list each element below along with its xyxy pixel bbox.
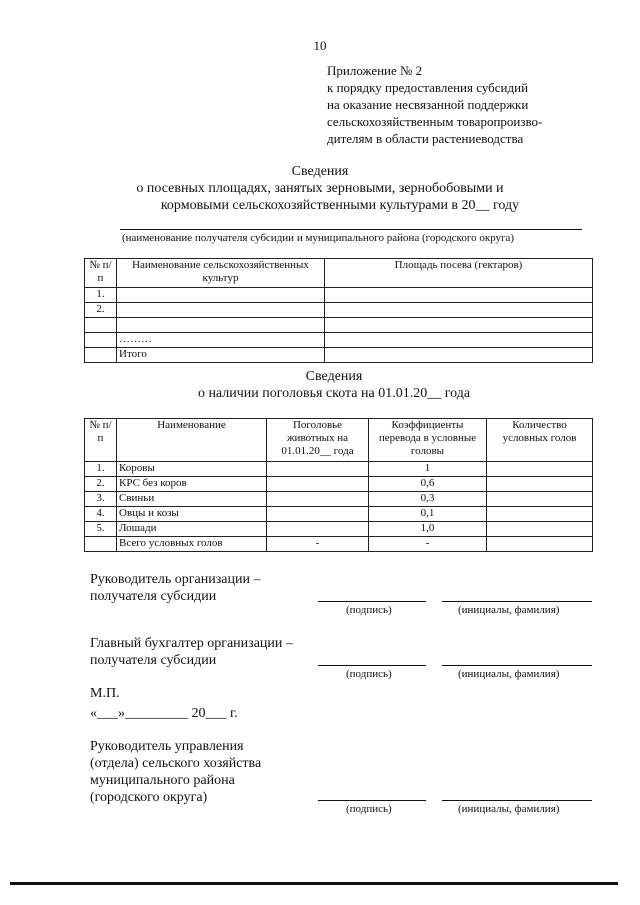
table-row xyxy=(85,288,593,303)
signature-caption: (подпись) xyxy=(346,604,392,616)
section1-subtitle-line1: о посевных площадях, занятых зерновыми, зернобобовыми и xyxy=(136,181,504,196)
name-caption: (инициалы, фамилия) xyxy=(458,604,560,616)
row-number: 5. xyxy=(85,522,117,537)
row-number: 2. xyxy=(85,303,117,318)
table-row xyxy=(85,522,593,537)
table-row xyxy=(85,507,593,522)
row-headcount xyxy=(267,462,369,477)
accountant-line1: Главный бухгалтер организации – xyxy=(90,636,293,651)
name-line xyxy=(442,601,592,602)
row-conditional-heads xyxy=(487,537,593,552)
recipient-caption: (наименование получателя субсидии и муниципального района (городского округа) xyxy=(122,232,515,244)
row-crop xyxy=(117,303,325,318)
row-headcount xyxy=(267,492,369,507)
header-number: № п/п xyxy=(85,259,117,288)
row-name: Свиньи xyxy=(117,492,267,507)
row-coefficient: - xyxy=(369,537,487,552)
table-row xyxy=(85,462,593,477)
row-name: Овцы и козы xyxy=(117,507,267,522)
row-number xyxy=(85,348,117,363)
table-row xyxy=(85,492,593,507)
date-line: «___»_________ 20___ г. xyxy=(90,706,238,721)
row-coefficient: 0,6 xyxy=(369,477,487,492)
row-coefficient: 1,0 xyxy=(369,522,487,537)
department-line4: (городского округа) xyxy=(90,790,208,805)
appendix-line: сельскохозяйственным товаропроизво- xyxy=(327,114,543,129)
row-area xyxy=(325,303,593,318)
department-line3: муниципального района xyxy=(90,773,235,788)
table-header-row xyxy=(85,259,593,288)
table-total-row xyxy=(85,537,593,552)
row-name: Лошади xyxy=(117,522,267,537)
bottom-rule xyxy=(10,882,618,885)
row-headcount xyxy=(267,477,369,492)
table-row xyxy=(85,303,593,318)
row-number xyxy=(85,537,117,552)
name-caption: (инициалы, фамилия) xyxy=(458,668,560,680)
row-number: 2. xyxy=(85,477,117,492)
row-name: Всего условных голов xyxy=(117,537,267,552)
row-headcount xyxy=(267,507,369,522)
signature-line xyxy=(318,665,426,666)
section1-title: Сведения xyxy=(291,164,349,179)
name-caption: (инициалы, фамилия) xyxy=(458,803,560,815)
accountant-line2: получателя субсидии xyxy=(90,653,217,668)
header-crop-name: Наименование сельскохозяйственных культур xyxy=(117,259,325,288)
row-area xyxy=(325,348,593,363)
table-row xyxy=(85,477,593,492)
signature-line xyxy=(318,800,426,801)
section2-title: Сведения xyxy=(305,369,363,384)
row-number: 1. xyxy=(85,288,117,303)
row-conditional-heads xyxy=(487,477,593,492)
row-name: КРС без коров xyxy=(117,477,267,492)
header-headcount: Поголовье животных на 01.01.20__ года xyxy=(267,419,369,462)
appendix-line: к порядку предоставления субсидий xyxy=(327,80,529,95)
row-headcount xyxy=(267,522,369,537)
row-area xyxy=(325,333,593,348)
row-crop xyxy=(117,318,325,333)
row-coefficient: 1 xyxy=(369,462,487,477)
header-area: Площадь посева (гектаров) xyxy=(325,259,593,288)
section1-subtitle-line2: кормовыми сельскохозяйственными культурами в 20__ году xyxy=(160,198,520,213)
appendix-line: дителям в области растениеводства xyxy=(327,131,524,146)
row-area xyxy=(325,288,593,303)
signature-caption: (подпись) xyxy=(346,668,392,680)
row-number: 3. xyxy=(85,492,117,507)
row-conditional-heads xyxy=(487,462,593,477)
row-crop: Итого xyxy=(117,348,325,363)
header-name: Наименование xyxy=(117,419,267,462)
name-line xyxy=(442,665,592,666)
appendix-line: Приложение № 2 xyxy=(327,63,423,78)
department-line1: Руководитель управления xyxy=(90,739,244,754)
livestock-table xyxy=(84,418,593,552)
row-conditional-heads xyxy=(487,492,593,507)
row-conditional-heads xyxy=(487,507,593,522)
signature-caption: (подпись) xyxy=(346,803,392,815)
section2-subtitle: о наличии поголовья скота на 01.01.20__ года xyxy=(197,386,471,401)
row-number: 4. xyxy=(85,507,117,522)
page-number: 10 xyxy=(313,38,327,53)
header-number: № п/п xyxy=(85,419,117,462)
appendix-line: на оказание несвязанной поддержки xyxy=(327,97,529,112)
signature-line xyxy=(318,601,426,602)
row-number xyxy=(85,318,117,333)
head-signer-line2: получателя субсидии xyxy=(90,589,217,604)
row-crop: ……… xyxy=(117,333,325,348)
stamp-place: М.П. xyxy=(90,686,120,701)
department-line2: (отдела) сельского хозяйства xyxy=(90,756,262,771)
row-coefficient: 0,3 xyxy=(369,492,487,507)
table-header-row xyxy=(85,419,593,462)
row-conditional-heads xyxy=(487,522,593,537)
row-headcount: - xyxy=(267,537,369,552)
table-total-row xyxy=(85,348,593,363)
head-signer-line1: Руководитель организации – xyxy=(90,572,261,587)
row-number: 1. xyxy=(85,462,117,477)
name-line xyxy=(442,800,592,801)
appendix-heading xyxy=(327,62,542,147)
table-row xyxy=(85,333,593,348)
row-number xyxy=(85,333,117,348)
crops-table xyxy=(84,258,593,363)
row-name: Коровы xyxy=(117,462,267,477)
row-crop xyxy=(117,288,325,303)
header-conditional-heads: Количество условных голов xyxy=(487,419,593,462)
header-coefficient: Коэффициенты перевода в условные головы xyxy=(369,419,487,462)
table-row xyxy=(85,318,593,333)
row-coefficient: 0,1 xyxy=(369,507,487,522)
recipient-name-line xyxy=(120,229,582,230)
row-area xyxy=(325,318,593,333)
